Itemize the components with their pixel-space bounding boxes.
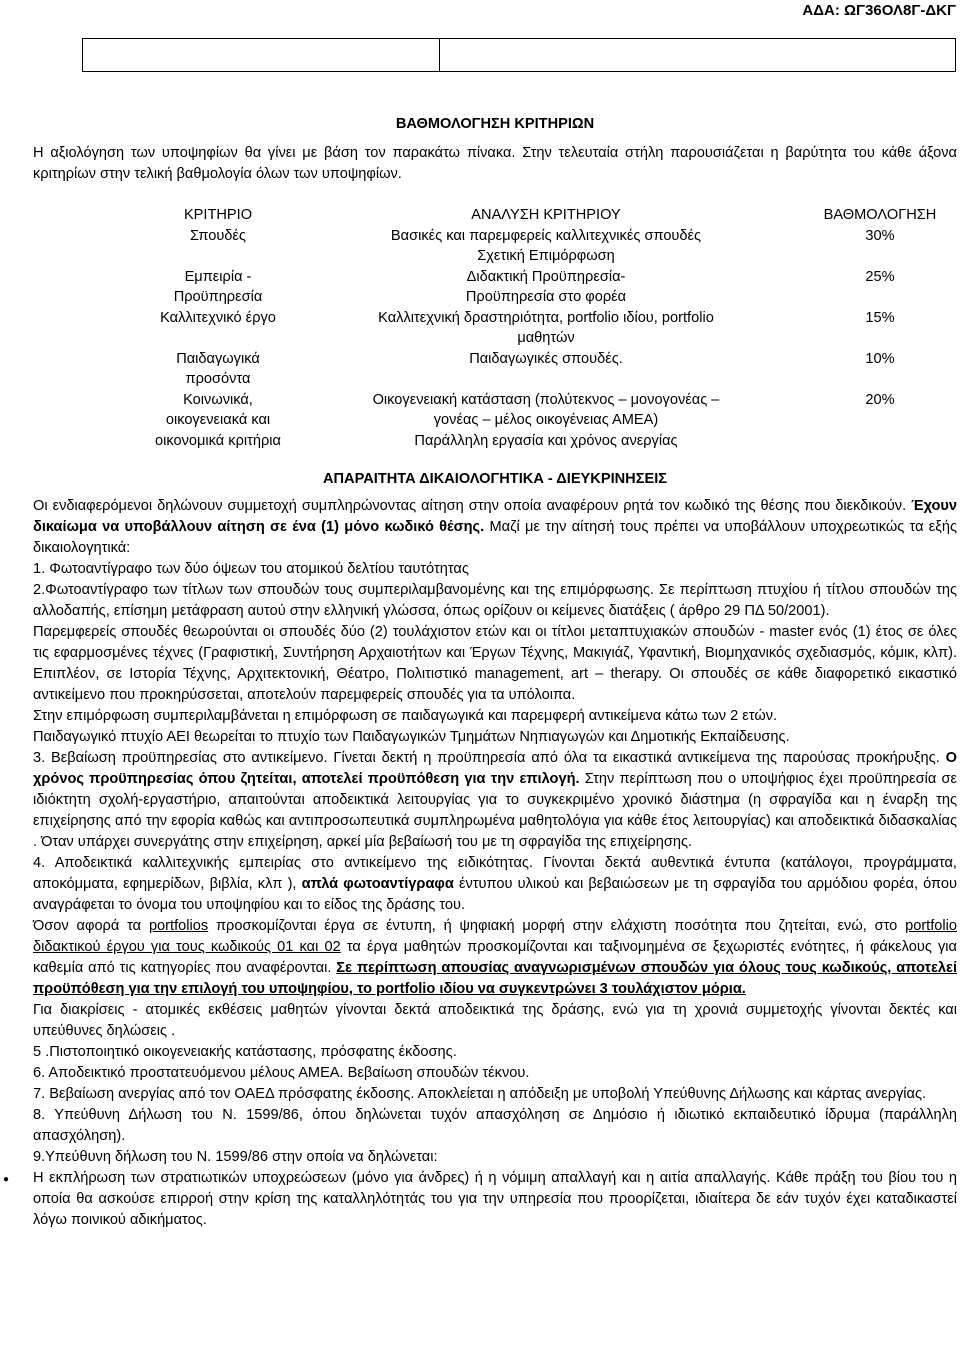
- header-box: [82, 38, 956, 72]
- text-run-underline: portfolio διδακτικού έργου για τους κωδικούς 01 και 02: [33, 918, 958, 955]
- text-run: Στην περίπτωση που ο υποψήφιος έχει προϋπηρεσία σε ιδιόκτητη σχολή-εργαστήριο, απαιτούνται αποδεικτικά λειτουργίας για το συγκεκριμένο χρονικό διάστημα (η σφραγίδα και η έναρξη της επιχείρησης από την εφορία καθώς και αντιπροσωπευτικά συμπληρωμένα μαθητολόγια για κάθε έτος λειτουργίας) και αποδεικτικά διδασκαλίας . Όταν υπάρχει συνεργάτης στην επιχείρηση, αρκεί μία βεβαίωσή του με τη σφραγίδα της επιχείρησης.: [33, 771, 957, 850]
- paragraph: [33, 916, 957, 1000]
- header-criterion: ΚΡΙΤΗΡΙΟ: [183, 207, 253, 223]
- section-title: ΑΠΑΡΑΙΤΗΤΑ ΔΙΚΑΙΟΛΟΓΗΤΙΚΑ - ΔΙΕΥΚΡΙΝΗΣΕΙΣ: [322, 471, 668, 487]
- text-run: προσκομίζονται έργα σε έντυπη, ή ψηφιακή μορφή στην ελάχιστη ποσότητα που ζητείται, ενώ, στο: [208, 918, 906, 934]
- list-item: [33, 853, 957, 916]
- paragraph: Στην επιμόρφωση συμπεριλαμβάνεται η επιμόρφωση σε παιδαγωγικά και παρεμφερή αντικείμενα κάτω των 2 ετών.: [33, 708, 778, 724]
- text-run: Μαζί με την αίτησή τους πρέπει να υποβάλλουν υποχρεωτικώς τα εξής δικαιολογητικά:: [33, 519, 957, 556]
- list-item: 5 .Πιστοποιητικό οικογενειακής κατάστασης, πρόσφατης έκδοσης.: [33, 1044, 457, 1060]
- score-cell: 30%: [865, 227, 895, 244]
- bullet-item: [3, 1168, 957, 1231]
- text-run-bold: Ο χρόνος προϋπηρεσίας όπου ζητείται, αποτελεί προϋπόθεση για την επιλογή.: [33, 750, 957, 787]
- table-header-row: [120, 205, 960, 226]
- list-item: 1. Φωτοαντίγραφο των δύο όψεων του ατομικού δελτίου ταυτότητας: [33, 561, 469, 577]
- analysis-cell: Διδακτική Προϋπηρεσία- Προϋπηρεσία στο φορέα: [465, 268, 627, 305]
- table-row: [120, 349, 960, 390]
- list-item: 2.Φωτοαντίγραφο των τίτλων των σπουδών τους συμπεριλαμβανομένης και της επιμόρφωσης. Σε περίπτωση πτυχίου ή τίτλου σπουδών της αλλοδαπής, επίσημη μετάφραση αυτού στην ελληνική γλώσσα, όπως ορίζουν οι κείμενες διατάξεις ( άρθρο 29 ΠΔ 50/2001).: [33, 582, 957, 619]
- text-run: 4. Αποδεικτικά καλλιτεχνικής εμπειρίας στο αντικείμενο της ειδικότητας. Γίνονται δεκτά αυθεντικά έντυπα (κατάλογοι, προγράμματα, αποκόμματα, εφημερίδων, βιβλία, κλπ ),: [33, 855, 957, 892]
- paragraph: Παιδαγωγικό πτυχίο ΑΕΙ θεωρείται το πτυχίο των Παιδαγωγικών Τμημάτων Νηπιαγωγών και Δημοτικής Εκπαίδευσης.: [33, 729, 790, 745]
- paragraph: [33, 496, 957, 559]
- bullet-icon: ●: [3, 1174, 10, 1185]
- score-cell: 20%: [865, 391, 895, 408]
- analysis-cell: Παιδαγωγικές σπουδές.: [469, 350, 623, 367]
- score-cell: 10%: [865, 350, 895, 367]
- analysis-cell: Βασικές και παρεμφερείς καλλιτεχνικές σπουδές Σχετική Επιμόρφωση: [390, 227, 702, 264]
- ada-code: ΑΔΑ: ΩΓ36ΟΛ8Γ-ΔΚΓ: [802, 2, 956, 19]
- table-row: [120, 267, 960, 308]
- paragraph: Για διακρίσεις - ατομικές εκθέσεις μαθητών γίνονται δεκτά αποδεικτικά της δράσης, ενώ για τη χρονιά συμμετοχής γίνονται δεκτές και υπεύθυνες δηλώσεις .: [33, 1002, 957, 1039]
- text-run-underline: portfolios: [148, 918, 209, 934]
- table-row: [120, 308, 960, 349]
- list-item: 9.Υπεύθυνη δήλωση του Ν. 1599/86 στην οποία να δηλώνεται:: [33, 1149, 438, 1165]
- criteria-table-body: [120, 226, 960, 452]
- header-box-cell: [83, 39, 440, 71]
- table-row: [120, 226, 960, 267]
- intro-paragraph: Η αξιολόγηση των υποψηφίων θα γίνει με βάση τον παρακάτω πίνακα. Στην τελευταία στήλη παρουσιάζεται η βαρύτητα του κάθε άξονα κριτηρίων στην τελική βαθμολογία όλων των υποψηφίων.: [33, 145, 957, 182]
- analysis-cell: Καλλιτεχνική δραστηριότητα, portfolio ιδίου, portfolio μαθητών: [378, 309, 714, 346]
- paragraph: Παρεμφερείς σπουδές θεωρούνται οι σπουδές δύο (2) τουλάχιστον ετών και οι τίτλοι μεταπτυχιακών σπουδών - master ενός (1) έτος σε όλες τις εφαρμοσμένες τέχνες (Γραφιστική, Συντήρηση Αρχαιοτήτων και Έργων Τέχνης, Μακιγιάζ, Υφαντική, Βιομηχανικός σχεδιασμός, κόμικ, κλπ). Επιπλέον, σε Ιστορία Τέχνης, Αρχιτεκτονική, Θέατρο, Πολιτιστικό management, art – therapy. Οι σπουδές σε κάθε διαφορετικό εικαστικό αντικείμενο που προκηρύσσεται, αποτελούν παρεμφερείς σπουδές για τα υπόλοιπα.: [33, 624, 957, 703]
- text-run-bold: Έχουν δικαίωμα να υποβάλλουν αίτηση σε ένα (1) μόνο κωδικό θέσης.: [33, 498, 957, 535]
- document-body: [3, 114, 958, 1231]
- criterion-cell: Εμπειρία - Προϋπηρεσία: [173, 268, 263, 305]
- criteria-table: [120, 205, 960, 451]
- list-item: 6. Αποδεικτικό προστατευόμενου μέλους ΑΜΕΑ. Βεβαίωση σπουδών τέκνου.: [33, 1065, 530, 1081]
- score-cell: 15%: [865, 309, 895, 326]
- criterion-cell: Παιδαγωγικά προσόντα: [176, 350, 260, 387]
- list-item: 8. Υπεύθυνη Δήλωση του Ν. 1599/86, όπου δηλώνεται τυχόν απασχόληση σε Δημόσιο ή ιδιωτικό εκπαιδευτικό ίδρυμα (παράλληλη απασχόληση).: [33, 1107, 957, 1144]
- criterion-cell: Σπουδές: [190, 227, 246, 244]
- list-item: 7. Βεβαίωση ανεργίας από τον ΟΑΕΔ πρόσφατης έκδοσης. Αποκλείεται η απόδειξη με υποβολή Υπεύθυνης Δήλωσης και κάρτας ανεργίας.: [33, 1086, 927, 1102]
- text-run: Οι ενδιαφερόμενοι δηλώνουν συμμετοχή συμπληρώνοντας αίτηση στην οποία αναφέρουν ρητά τον κωδικό της θέσης που διεκδικούν.: [33, 498, 912, 514]
- criterion-cell: Κοινωνικά, οικογενειακά και οικονομικά κριτήρια: [155, 391, 281, 449]
- list-item: [33, 748, 957, 853]
- criterion-cell: Καλλιτεχνικό έργο: [160, 309, 276, 326]
- text-run: Όσον αφορά τα: [33, 918, 149, 934]
- text-run: 3. Βεβαίωση προϋπηρεσίας στο αντικείμενο. Γίνεται δεκτή η προϋπηρεσία από όλα τα εικαστικά αντικείμενα της παρούσας προκήρυξης.: [33, 750, 946, 766]
- page-title: ΒΑΘΜΟΛΟΓΗΣΗ ΚΡΙΤΗΡΙΩΝ: [395, 116, 595, 132]
- score-cell: 25%: [865, 268, 895, 285]
- text-run-bold: απλά φωτοαντίγραφα: [301, 876, 454, 892]
- text-run-bold-underline: Σε περίπτωση απουσίας αναγνωρισμένων σπουδών για όλους τους κωδικούς, αποτελεί προϋπόθεση για την επιλογή του υποψηφίου, το portfolio ιδίου να συγκεντρώνει 3 τουλάχιστον μόρια.: [33, 960, 958, 997]
- text-run: Η εκπλήρωση των στρατιωτικών υποχρεώσεων (μόνο για άνδρες) ή η νόμιμη απαλλαγή και η αιτία απαλλαγής. Κάθε πράξη του βίου του η οποία θα ασκούσε επιρροή στην κρίση της καταλληλότητάς του για την υπηρεσία που προορίζεται, ιδιαίτερα δε εάν τυχόν έχει καταδικαστεί λόγω ποινικού αδικήματος.: [33, 1170, 957, 1228]
- text-run: έντυπου υλικού και βεβαιώσεων με τη σφραγίδα του αρμόδιου φορέα, όπου αναγράφεται το όνομα του υποψηφίου και το είδος της δράσης του.: [33, 876, 958, 913]
- header-analysis: ΑΝΑΛΥΣΗ ΚΡΙΤΗΡΙΟΥ: [471, 207, 621, 223]
- analysis-cell: Οικογενειακή κατάσταση (πολύτεκνος – μονογονέας – γονέας – μέλος οικογένειας ΑΜΕΑ) Παράλληλη εργασία και χρόνος ανεργίας: [372, 391, 720, 449]
- header-score: ΒΑΘΜΟΛΟΓΗΣΗ: [823, 207, 937, 223]
- table-row: [120, 390, 960, 452]
- text-run: τα έργα μαθητών προσκομίζονται και ταξινομημένα σε ξεχωριστές ενότητες, ή φάκελους για καθεμία από τις κατηγορίες που αναφέρονται.: [33, 939, 957, 976]
